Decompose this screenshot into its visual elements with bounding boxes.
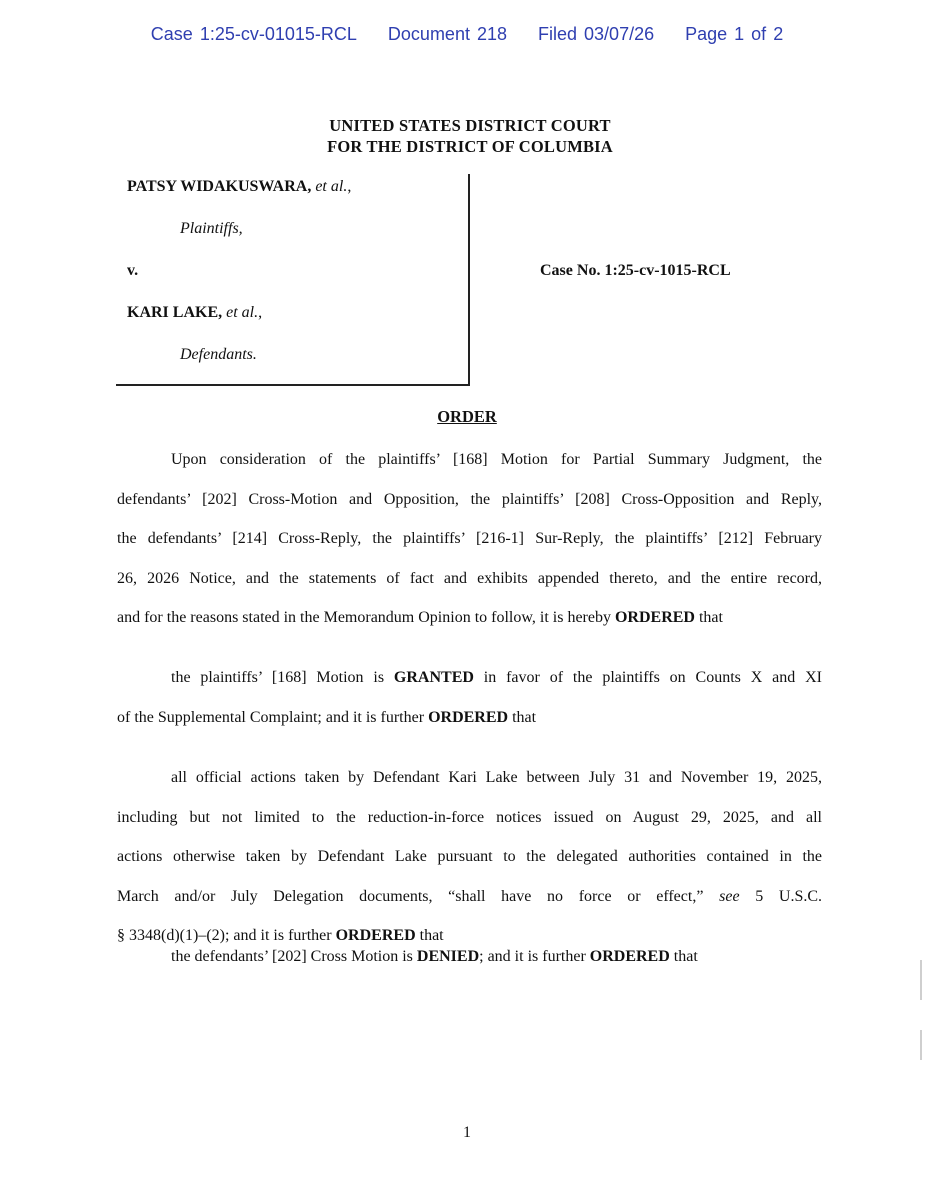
order-paragraph-1: [117, 440, 822, 638]
p1-line-3: the defendants’ [214] Cross-Reply, the plaintiffs’ [216-1] Sur-Reply, the plaintiffs’ [212] February: [117, 530, 822, 548]
header-document-number: Document 218: [387, 24, 507, 44]
p3-line-4-end: 5 U.S.C.: [739, 887, 823, 905]
order-paragraph-3: [117, 758, 822, 956]
p1-line-5-text: and for the reasons stated in the Memorandum Opinion to follow, it is hereby: [117, 609, 615, 627]
p2-line-1-end: in favor of the plaintiffs on Counts X and XI: [473, 669, 823, 686]
order-paragraph-4: [117, 937, 822, 977]
scan-edge-mark: [920, 960, 922, 1000]
defendant-etal: et al.: [226, 304, 259, 321]
defendants-label-text: Defendants.: [180, 346, 257, 363]
p2-line-2-end: that: [508, 708, 537, 726]
p4-line-1-text: the defendants’ [202] Cross Motion is: [171, 948, 417, 965]
defendant-name: KARI LAKE,: [127, 304, 223, 321]
order-paragraph-2: [117, 658, 822, 737]
plaintiffs-label-text: Plaintiffs,: [180, 220, 243, 237]
court-name-line2: FOR THE DISTRICT OF COLUMBIA: [327, 137, 613, 156]
p3-line-4: [117, 877, 822, 917]
court-name-line1: UNITED STATES DISTRICT COURT: [329, 116, 611, 135]
plaintiff-line: PATSY WIDAKUSWARA, et al.,: [127, 178, 352, 195]
defendants-label: [180, 346, 257, 364]
header-filed-date: Filed 03/07/26: [538, 24, 655, 44]
header-case-number: Case 1:25-cv-01015-RCL: [150, 24, 357, 44]
p3-line-5-text: § 3348(d)(1)–(2); and it is further: [117, 927, 336, 945]
court-heading: [0, 115, 934, 157]
p3-line-3: actions otherwise taken by Defendant Lake pursuant to the delegated authorities contained in the: [117, 848, 822, 866]
caption-divider-vertical: [468, 174, 470, 385]
page-number: 1: [463, 1124, 471, 1141]
plaintiff-etal: et al.: [315, 178, 348, 195]
p3-line-5-end: that: [415, 927, 444, 945]
p1-line-5-end: that: [694, 609, 723, 627]
p1-line-5: [117, 598, 822, 638]
p3-ordered: ORDERED: [335, 927, 416, 945]
p2-line-2-text: of the Supplemental Complaint; and it is further: [117, 708, 429, 726]
caption-divider-horizontal: [116, 384, 470, 386]
p1-line-2: defendants’ [202] Cross-Motion and Opposition, the plaintiffs’ [208] Cross-Opposition and Reply,: [117, 490, 822, 508]
order-title: ORDER: [437, 407, 497, 426]
p3-line-4-text: March and/or July Delegation documents, “shall have no force or effect,”: [117, 887, 720, 905]
p4-denied: DENIED: [416, 948, 480, 965]
scan-edge-mark: [920, 1030, 922, 1060]
ecf-header-stamp: [0, 24, 934, 45]
p1-line-1: Upon consideration of the plaintiffs’ [168] Motion for Partial Summary Judgment, the: [171, 451, 822, 468]
p2-line-1-text: the plaintiffs’ [168] Motion is: [171, 669, 394, 686]
plaintiff-name: PATSY WIDAKUSWARA,: [127, 178, 312, 195]
defendant-line: KARI LAKE, et al.,: [127, 304, 263, 321]
p2-granted: GRANTED: [393, 669, 474, 686]
p3-line-1: all official actions taken by Defendant Kari Lake between July 31 and November 19, 2025,: [171, 769, 822, 786]
p2-ordered: ORDERED: [428, 708, 509, 726]
versus-label: v.: [127, 262, 139, 279]
plaintiffs-label: [180, 220, 243, 238]
p4-ordered: ORDERED: [589, 948, 670, 965]
p4-line-1-end: that: [669, 948, 698, 965]
header-page-count: Page 1 of 2: [685, 24, 784, 44]
p2-line-1: [117, 658, 822, 698]
case-number: Case No. 1:25-cv-1015-RCL: [540, 262, 731, 279]
p1-line-4: 26, 2026 Notice, and the statements of fact and exhibits appended thereto, and the entire record,: [117, 569, 822, 587]
p3-line-2: including but not limited to the reduction-in-force notices issued on August 29, 2025, and all: [117, 808, 822, 826]
p1-ordered: ORDERED: [614, 609, 695, 627]
p4-line-1-mid: ; and it is further: [479, 948, 590, 965]
p4-line-1: [117, 937, 822, 977]
p3-see-signal: see: [719, 887, 740, 905]
p2-line-2: [117, 698, 822, 738]
